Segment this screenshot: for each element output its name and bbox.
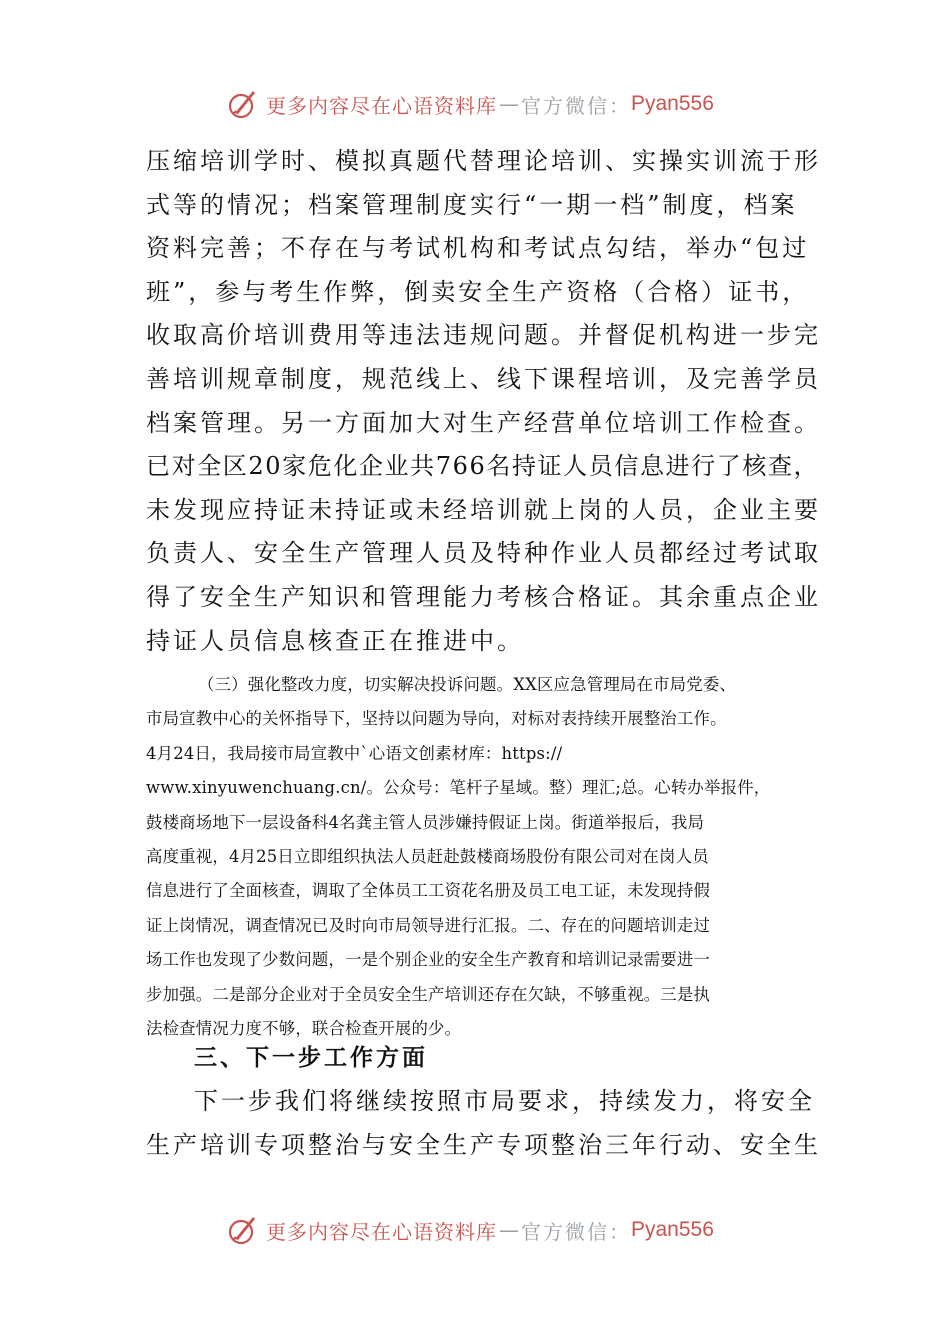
- quill-logo-icon: [226, 1213, 260, 1247]
- text-line: 场工作也发现了少数问题，一是个别企业的安全生产教育和培训记录需要进一: [146, 950, 711, 970]
- text-line: 负责人、安全生产管理人员及特种作业人员都经过考试取: [146, 539, 821, 568]
- text-line: 下一步我们将继续按照市局要求，持续发力，将安全: [194, 1087, 815, 1115]
- banner-main-text: 更多内容尽在心语资料库: [266, 93, 497, 118]
- text-line: 证上岗情况，调查情况已及时向市局领导进行汇报。二、存在的问题培训走过: [146, 915, 711, 935]
- text-line: 班”，参与考生作弊，倒卖安全生产资格（合格）证书，: [146, 277, 810, 306]
- text-line: 得了安全生产知识和管理能力考核合格证。其余重点企业: [146, 582, 821, 611]
- text-line: （三）强化整改力度，切实解决投诉问题。XX区应急管理局在市局党委、: [198, 675, 737, 694]
- text-line: 收取高价培训费用等违法违规问题。并督促机构进一步完: [146, 321, 821, 350]
- paragraph-small: [146, 668, 806, 1046]
- text-line: 持证人员信息核查正在推进中。: [146, 626, 524, 655]
- text-line: 资料完善；不存在与考试机构和考试点勾结，举办“包过: [146, 234, 810, 263]
- text-line: 市局宣教中心的关怀指导下，坚持以问题为导向，对标对表持续开展整治工作。: [146, 709, 727, 729]
- header-banner: [226, 84, 746, 124]
- section-heading: 三、下一步工作方面: [194, 1045, 428, 1071]
- text-line: 4月24日，我局接市局宣教中`心语文创素材库：https://: [146, 743, 563, 763]
- text-line: 高度重视，4月25日立即组织执法人员赶赴鼓楼商场股份有限公司对在岗人员: [146, 847, 709, 867]
- text-line: 法检查情况力度不够，联合检查开展的少。: [146, 1019, 462, 1039]
- text-line: 步加强。二是部分企业对于全员安全生产培训还存在欠缺，不够重视。三是执: [146, 984, 711, 1004]
- banner-label: 官方微信：: [521, 93, 631, 118]
- banner-separator: —: [499, 1218, 519, 1242]
- paragraph-tail: [146, 1080, 821, 1167]
- text-line: 善培训规章制度，规范线上、线下课程培训，及完善学员: [146, 364, 821, 393]
- banner-wechat-id: Pyan556: [631, 92, 714, 115]
- text-line: 压缩培训学时、模拟真题代替理论培训、实操实训流于形: [146, 147, 821, 175]
- text-line: 已对全区20家危化企业共766名持证人员信息进行了核查，: [146, 452, 820, 481]
- text-line: 未发现应持证未持证或未经培训就上岗的人员，企业主要: [146, 495, 821, 524]
- quill-logo-icon: [226, 87, 260, 121]
- banner-main-text: 更多内容尽在心语资料库: [266, 1219, 497, 1244]
- banner-separator: —: [499, 92, 519, 116]
- text-line: 鼓楼商场地下一层设备科4名龚主管人员涉嫌持假证上岗。街道举报后，我局: [146, 812, 705, 832]
- footer-banner: [226, 1210, 746, 1250]
- paragraph-large: [146, 140, 821, 663]
- banner-label: 官方微信：: [521, 1219, 631, 1244]
- text-line: 生产培训专项整治与安全生产专项整治三年行动、安全生: [146, 1130, 821, 1159]
- text-line: 档案管理。另一方面加大对生产经营单位培训工作检查。: [146, 408, 821, 437]
- text-line: 信息进行了全面核查，调取了全体员工工资花名册及员工电工证，未发现持假: [146, 881, 711, 901]
- text-line: www.xinyuwenchuang.cn/。公众号：笔杆子星域。整）理汇;总。心转办举报件，: [146, 778, 771, 798]
- text-line: 式等的情况；档案管理制度实行“一期一档”制度，档案: [146, 190, 798, 219]
- banner-wechat-id: Pyan556: [631, 1218, 714, 1241]
